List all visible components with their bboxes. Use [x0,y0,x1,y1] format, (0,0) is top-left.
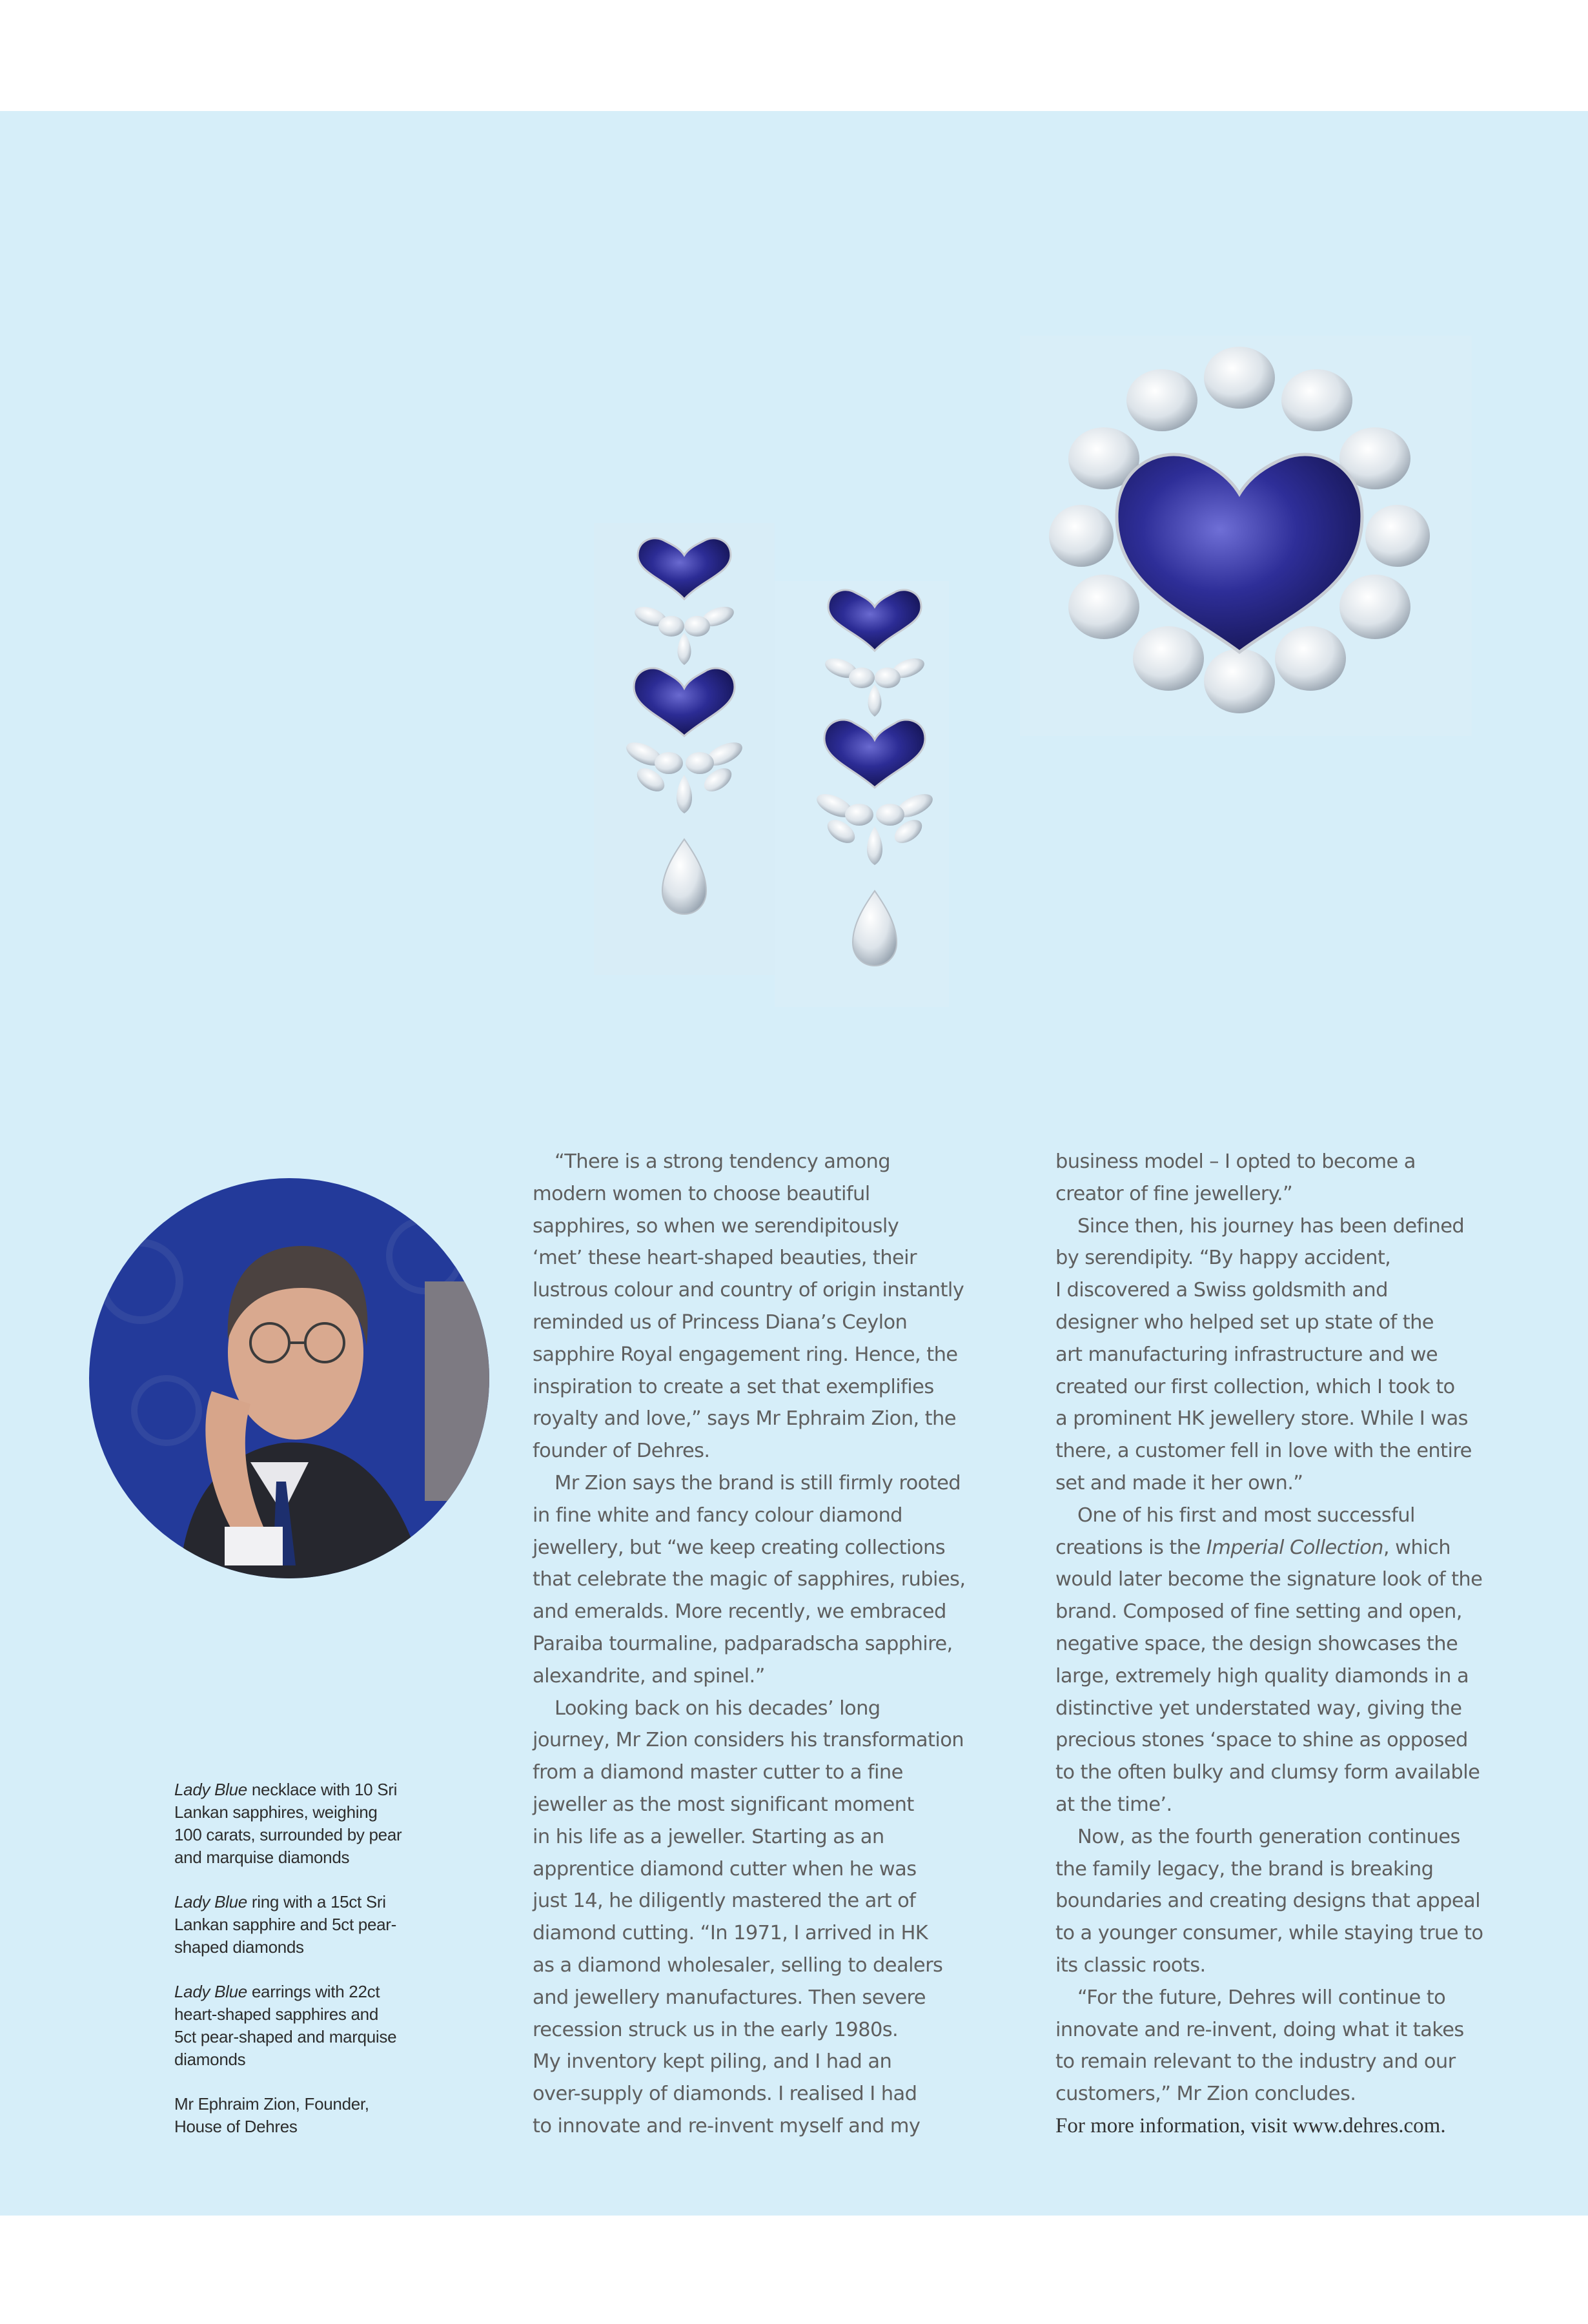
article-line: One of his first and most successful [1077,1503,1415,1527]
article-line: Since then, his journey has been defined [1077,1214,1465,1238]
article-line: to a younger consumer, while staying true to [1055,1922,1483,1945]
caption-line: Mr Ephraim Zion, Founder, [174,2094,369,2114]
article-line: business model – I opted to become a [1055,1150,1416,1173]
article-line: Now, as the fourth generation continues [1077,1825,1460,1848]
caption-portrait [174,2093,420,2138]
caption-line: ring with a 15ct Sri [247,1892,386,1911]
caption-line: Lankan sapphires, weighing [174,1802,378,1822]
article-line: I discovered a Swiss goldsmith and [1055,1279,1388,1302]
caption-line: earrings with 22ct [247,1982,380,2001]
article-line: “There is a strong tendency among [555,1150,891,1173]
article-line: from a diamond master cutter to a fine [533,1761,903,1784]
article-line: set and made it her own.” [1055,1471,1303,1494]
article-line: Mr Zion says the brand is still firmly rooted [555,1471,961,1494]
article-line: inspiration to create a set that exemplifies [533,1375,934,1398]
article-line: boundaries and creating designs that appeal [1055,1890,1481,1913]
article-column-right [1055,1146,1520,2110]
article-column-left [533,1146,997,2143]
article-line: to innovate and re-invent myself and my [533,2114,921,2137]
caption-emphasis: Lady Blue [174,1780,247,1799]
article-line: journey, Mr Zion considers his transformation [533,1729,964,1752]
caption-line: diamonds [174,2050,246,2069]
article-line: created our first collection, which I took to [1055,1375,1455,1398]
article-line: sapphires, so when we serendipitously [533,1214,899,1238]
founder-portrait-image [89,1178,489,1578]
article-line: would later become the signature look of the [1055,1568,1483,1591]
article-line: by serendipity. “By happy accident, [1055,1247,1391,1270]
caption-line: and marquise diamonds [174,1848,350,1867]
article-line: My inventory kept piling, and I had an [533,2050,892,2074]
article-line: jeweller as the most significant moment [533,1793,914,1816]
article-line: its classic roots. [1055,1953,1206,1977]
article-line: art manufacturing infrastructure and we [1055,1343,1438,1366]
article-line: reminded us of Princess Diana’s Ceylon [533,1310,908,1334]
more-info-link-text[interactable]: For more information, visit www.dehres.com. [1055,2114,1446,2137]
article-line: distinctive yet understated way, giving the [1055,1697,1462,1720]
article-line: alexandrite, and spinel.” [533,1664,765,1687]
article-line: in his life as a jeweller. Starting as an [533,1825,884,1848]
article-line: as a diamond wholesaler, selling to dealers [533,1953,943,1977]
caption-line: shaped diamonds [174,1937,304,1957]
article-line: at the time’. [1055,1793,1172,1816]
caption-ring [174,1891,420,1959]
article-line: negative space, the design showcases the [1055,1632,1458,1655]
article-text-fragment: , which [1383,1536,1451,1559]
article-line: creator of fine jewellery.” [1055,1182,1293,1205]
article-line: to the often bulky and clumsy form available [1055,1761,1480,1784]
caption-line: 5ct pear-shaped and marquise [174,2027,397,2046]
caption-earrings [174,1981,420,2071]
article-line: and emeralds. More recently, we embraced [533,1600,946,1624]
article-line: sapphire Royal engagement ring. Hence, the [533,1343,958,1366]
article-line: brand. Composed of fine setting and open, [1055,1600,1462,1624]
article-line: modern women to choose beautiful [533,1182,870,1205]
imperial-collection-title: Imperial Collection [1206,1536,1383,1559]
article-line: Looking back on his decades’ long [555,1697,881,1720]
article-line: customers,” Mr Zion concludes. [1055,2083,1356,2106]
article-line: and jewellery manufactures. Then severe [533,1986,926,2009]
article-line: lustrous colour and country of origin instantly [533,1279,964,1302]
article-line: innovate and re-invent, doing what it takes [1055,2018,1464,2041]
sapphire-ring-image [1020,336,1472,736]
caption-emphasis: Lady Blue [174,1892,247,1911]
caption-necklace [174,1779,420,1869]
caption-emphasis: Lady Blue [174,1982,247,2001]
sapphire-earrings-image [581,504,968,1020]
article-line: the family legacy, the brand is breaking [1055,1857,1434,1881]
article-line: Paraiba tourmaline, padparadscha sapphire, [533,1632,953,1655]
article-line: jewellery, but “we keep creating collections [533,1536,946,1559]
article-line: in fine white and fancy colour diamond [533,1503,902,1527]
caption-line: 100 carats, surrounded by pear [174,1825,402,1844]
article-line: apprentice diamond cutter when he was [533,1857,917,1881]
caption-line: Lankan sapphire and 5ct pear- [174,1915,396,1934]
article-line: just 14, he diligently mastered the art of [533,1890,916,1913]
article-line: royalty and love,” says Mr Ephraim Zion, the [533,1407,956,1431]
article-line: that celebrate the magic of sapphires, rubies, [533,1568,966,1591]
caption-line: heart-shaped sapphires and [174,2004,378,2024]
caption-line: House of Dehres [174,2117,298,2136]
article-line [1055,1532,1520,1564]
article-line: a prominent HK jewellery store. While I was [1055,1407,1468,1431]
article-line: diamond cutting. “In 1971, I arrived in HK [533,1922,928,1945]
caption-line: necklace with 10 Sri [247,1780,398,1799]
article-line: precious stones ‘space to shine as opposed [1055,1729,1468,1752]
article-line: founder of Dehres. [533,1440,710,1463]
article-text-fragment: creations is the [1055,1536,1206,1559]
article-line: recession struck us in the early 1980s. [533,2018,899,2041]
article-line: there, a customer fell in love with the entire [1055,1440,1472,1463]
article-line: designer who helped set up state of the [1055,1310,1434,1334]
article-line: large, extremely high quality diamonds in a [1055,1664,1469,1687]
photo-captions [174,1779,420,2160]
article-line: to remain relevant to the industry and our [1055,2050,1456,2074]
article-line: over-supply of diamonds. I realised I had [533,2083,917,2106]
article-line: ‘met’ these heart-shaped beauties, their [533,1247,917,1270]
article-line: “For the future, Dehres will continue to [1077,1986,1446,2009]
